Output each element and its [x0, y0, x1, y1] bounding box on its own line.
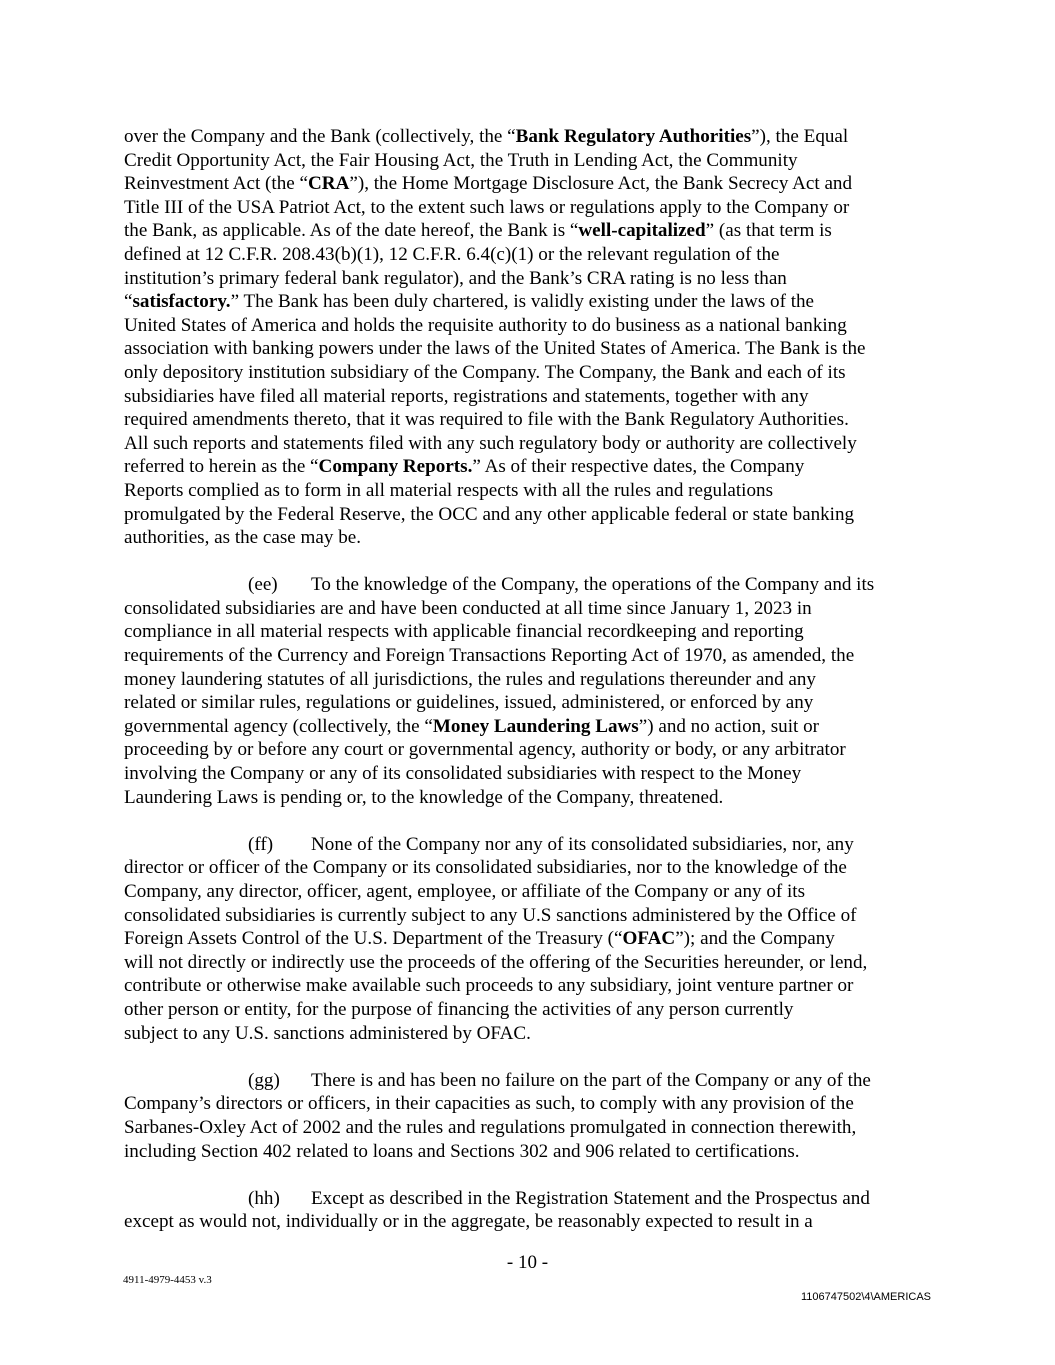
paragraph-ee — [124, 573, 936, 809]
document-id-right: 1106747502\4\AMERICAS — [800, 1291, 931, 1303]
text-line — [124, 243, 936, 267]
text-line — [124, 597, 936, 621]
text-line — [124, 337, 936, 361]
text-line — [124, 951, 936, 975]
text-segment: ”); and the Company — [675, 928, 835, 950]
text-line — [124, 715, 936, 739]
text-line — [124, 149, 936, 173]
text-line — [124, 691, 936, 715]
text-segment: ” (as that term is — [705, 220, 832, 242]
text-segment: Laundering Laws is pending or, to the knowledge of the Company, threatened. — [124, 786, 724, 808]
text-line — [124, 408, 936, 432]
text-line — [124, 196, 936, 220]
text-segment: consolidated subsidiaries are and have been conducted at all time since January 1, 2023 in — [124, 597, 812, 619]
text-segment: involving the Company or any of its consolidated subsidiaries with respect to the Money — [124, 763, 802, 785]
text-segment: Company, any director, officer, agent, employee, or affiliate of the Company or any of its — [124, 881, 806, 902]
text-segment: over the Company and the Bank (collectively, the “ — [124, 126, 516, 147]
defined-term: CRA — [308, 173, 350, 195]
text-line — [124, 668, 936, 692]
text-segment: Title III of the USA Patriot Act, to the extent such laws or regulations apply to the Company or — [124, 196, 850, 218]
text-segment: requirements of the Currency and Foreign Transactions Reporting Act of 1970, as amended, the — [124, 645, 855, 667]
text-segment: required amendments thereto, that it was required to file with the Bank Regulatory Authorities. — [124, 409, 849, 431]
text-line — [124, 833, 936, 857]
text-segment: money laundering statutes of all jurisdictions, the rules and regulations thereunder and any — [124, 668, 816, 690]
text-segment: institution’s primary federal bank regulator), and the Bank’s CRA rating is no less than — [124, 267, 787, 289]
text-segment: except as would not, individually or in the aggregate, be reasonably expected to result in a — [124, 1211, 813, 1233]
text-segment: subject to any U.S. sanctions administered by OFAC. — [124, 1022, 531, 1044]
text-line — [124, 880, 936, 904]
text-line — [124, 455, 936, 479]
text-segment: proceeding by or before any court or governmental agency, authority or body, or any arbitrator — [124, 739, 846, 761]
text-line — [124, 1140, 936, 1164]
text-segment: authorities, as the case may be. — [124, 527, 361, 549]
text-line — [124, 856, 936, 880]
text-segment: All such reports and statements filed with any such regulatory body or authority are collectively — [124, 432, 857, 454]
text-segment: ”) and no action, suit or — [638, 715, 820, 737]
page-number: - 10 - — [506, 1252, 549, 1273]
text-line — [124, 738, 936, 762]
text-segment: promulgated by the Federal Reserve, the OCC and any other applicable federal or state banking — [124, 503, 855, 525]
text-line — [124, 644, 936, 668]
defined-term: OFAC — [622, 928, 676, 950]
text-segment: referred to herein as the “ — [124, 456, 319, 478]
text-segment: ”), the Equal — [751, 126, 849, 147]
text-line — [124, 385, 936, 409]
text-line — [124, 1187, 936, 1211]
text-line — [124, 1092, 936, 1116]
document-id-left: 4911-4979-4453 v.3 — [123, 1274, 212, 1286]
text-segment: United States of America and holds the requisite authority to do business as a national banking — [124, 314, 847, 336]
text-segment: Foreign Assets Control of the U.S. Department of the Treasury (“ — [124, 928, 623, 950]
text-line — [124, 904, 936, 928]
text-segment: Except as described in the Registration Statement and the Prospectus and — [311, 1187, 870, 1209]
text-segment: the Bank, as applicable. As of the date hereof, the Bank is “ — [124, 220, 579, 242]
defined-term: Company Reports. — [318, 456, 473, 478]
text-segment: other person or entity, for the purpose of financing the activities of any person currently — [124, 998, 794, 1020]
text-line — [124, 290, 936, 314]
text-segment: consolidated subsidiaries is currently subject to any U.S sanctions administered by the Office of — [124, 904, 857, 926]
text-segment: Reports complied as to form in all material respects with all the rules and regulations — [124, 479, 774, 501]
paragraph-label: (ee) — [248, 574, 278, 596]
text-segment: Reinvestment Act (the “ — [124, 173, 308, 195]
text-line — [124, 998, 936, 1022]
text-segment: “ — [124, 291, 133, 313]
text-segment: only depository institution subsidiary of the Company. The Company, the Bank and each of its — [124, 361, 846, 383]
text-line — [124, 503, 936, 527]
text-segment: There is and has been no failure on the part of the Company or any of the — [311, 1069, 871, 1091]
text-line — [124, 172, 936, 196]
text-line — [124, 1210, 936, 1234]
text-line — [124, 927, 936, 951]
text-segment: Credit Opportunity Act, the Fair Housing Act, the Truth in Lending Act, the Community — [124, 149, 798, 171]
text-line — [124, 219, 936, 243]
text-segment: To the knowledge of the Company, the operations of the Company and its — [311, 574, 875, 596]
text-line — [124, 573, 936, 597]
document-body — [124, 125, 936, 1234]
text-line — [124, 479, 936, 503]
text-segment: Company’s directors or officers, in their capacities as such, to comply with any provision of the — [124, 1093, 854, 1115]
text-segment: None of the Company nor any of its consolidated subsidiaries, nor, any — [311, 833, 854, 855]
text-line — [124, 620, 936, 644]
paragraph-label: (gg) — [248, 1069, 280, 1091]
text-line — [124, 526, 936, 550]
defined-term: Money Laundering Laws — [432, 715, 639, 737]
text-segment: ”), the Home Mortgage Disclosure Act, the Bank Secrecy Act and — [349, 173, 853, 195]
text-line — [124, 974, 936, 998]
text-line — [124, 314, 936, 338]
text-line — [124, 1022, 936, 1046]
text-line — [124, 1116, 936, 1140]
text-line — [124, 432, 936, 456]
text-segment: association with banking powers under the laws of the United States of America. The Bank is the — [124, 338, 866, 360]
text-segment: will not directly or indirectly use the proceeds of the offering of the Securities hereunder, or lend, — [124, 951, 868, 973]
paragraph-hh — [124, 1187, 936, 1234]
text-segment: director or officer of the Company or its consolidated subsidiaries, nor to the knowledge of the — [124, 857, 847, 879]
text-segment: Sarbanes-Oxley Act of 2002 and the rules and regulations promulgated in connection therewith, — [124, 1116, 857, 1138]
paragraph-label: (ff) — [248, 833, 274, 855]
paragraph-label: (hh) — [248, 1187, 280, 1209]
text-line — [124, 786, 936, 810]
paragraph-dd-continued — [124, 125, 936, 550]
text-segment: governmental agency (collectively, the “ — [124, 715, 433, 737]
text-line — [124, 762, 936, 786]
defined-term: Bank Regulatory Authorities — [515, 126, 752, 147]
paragraph-ff — [124, 833, 936, 1045]
text-segment: related or similar rules, regulations or guidelines, issued, administered, or enforced by any — [124, 692, 814, 714]
text-line — [124, 1069, 936, 1093]
text-segment: ” The Bank has been duly chartered, is validly existing under the laws of the — [230, 291, 815, 313]
text-segment: contribute or otherwise make available such proceeds to any subsidiary, joint venture partner or — [124, 975, 854, 997]
text-line — [124, 267, 936, 291]
text-segment: including Section 402 related to loans and Sections 302 and 906 related to certifications. — [124, 1140, 800, 1162]
text-segment: defined at 12 C.F.R. 208.43(b)(1), 12 C.F.R. 6.4(c)(1) or the relevant regulation of the — [124, 243, 780, 265]
text-segment: compliance in all material respects with applicable financial recordkeeping and reporting — [124, 621, 804, 643]
paragraph-gg — [124, 1069, 936, 1163]
defined-term: well-capitalized — [578, 220, 706, 242]
text-line — [124, 125, 936, 149]
text-line — [124, 361, 936, 385]
defined-term: satisfactory. — [132, 291, 231, 313]
text-segment: ” As of their respective dates, the Company — [472, 456, 805, 478]
text-segment: subsidiaries have filed all material reports, registrations and statements, together with any — [124, 385, 809, 407]
